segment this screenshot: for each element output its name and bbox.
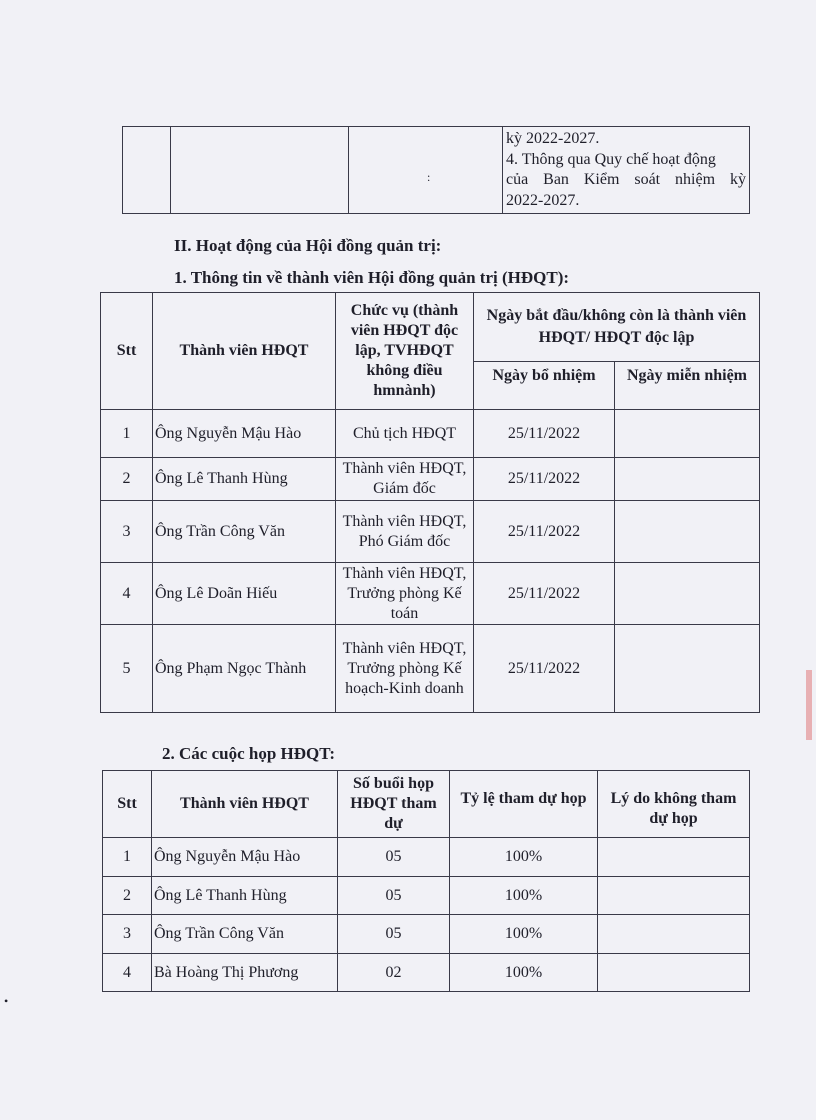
empty-cell (171, 127, 349, 214)
sessions-cell: 05 (338, 915, 450, 954)
rate-cell: 100% (450, 838, 598, 877)
stt-cell: 1 (103, 838, 152, 877)
appointed-date-cell: 25/11/2022 (474, 501, 615, 563)
stt-cell: 5 (101, 625, 153, 713)
appointed-date-cell: 25/11/2022 (474, 625, 615, 713)
header-stt: Stt (103, 771, 152, 838)
margin-stamp-mark (806, 670, 812, 740)
reason-cell (598, 915, 750, 954)
stt-cell: 1 (101, 410, 153, 458)
table-row (103, 838, 750, 877)
members-table (100, 292, 760, 713)
member-name-cell: Ông Nguyễn Mậu Hào (152, 838, 338, 877)
dismissed-date-cell (615, 458, 760, 501)
position-cell: Chủ tịch HĐQT (336, 410, 474, 458)
subsection-heading-members: 1. Thông tin về thành viên Hội đồng quản trị (HĐQT): (174, 268, 570, 287)
appointed-date-cell: 25/11/2022 (474, 458, 615, 501)
meetings-table (102, 770, 750, 992)
reason-cell (598, 877, 750, 915)
empty-cell: : (349, 127, 503, 214)
reason-cell (598, 838, 750, 877)
member-name-cell: Ông Trần Công Văn (152, 915, 338, 954)
table-row (101, 501, 760, 563)
stt-cell: 4 (101, 563, 153, 625)
position-cell: Thành viên HĐQT, Trưởng phòng Kế toán (336, 563, 474, 625)
subsection-heading-meetings: 2. Các cuộc họp HĐQT: (162, 744, 335, 763)
table-header-row (101, 293, 760, 362)
header-dismissed: Ngày miễn nhiệm (615, 362, 760, 410)
dismissed-date-cell (615, 410, 760, 458)
header-reason: Lý do không tham dự họp (598, 771, 750, 838)
reason-cell (598, 954, 750, 992)
sessions-cell: 02 (338, 954, 450, 992)
header-sessions: Số buổi họp HĐQT tham dự (338, 771, 450, 838)
table-row (123, 127, 750, 214)
rate-cell: 100% (450, 877, 598, 915)
top-continuation-table (122, 126, 750, 214)
table-row (103, 877, 750, 915)
text-line: 4. Thông qua Quy chế hoạt động (506, 150, 716, 168)
table-row (101, 458, 760, 501)
sessions-cell: 05 (338, 877, 450, 915)
position-cell: Thành viên HĐQT, Phó Giám đốc (336, 501, 474, 563)
stt-cell: 2 (101, 458, 153, 501)
dismissed-date-cell (615, 625, 760, 713)
position-cell: Thành viên HĐQT, Giám đốc (336, 458, 474, 501)
dismissed-date-cell (615, 501, 760, 563)
table-row (103, 954, 750, 992)
header-date-group: Ngày bắt đầu/không còn là thành viên HĐQT/ HĐQT độc lập (474, 293, 760, 362)
empty-cell (123, 127, 171, 214)
table-row (101, 563, 760, 625)
section-heading: II. Hoạt động của Hội đồng quản trị: (174, 236, 442, 255)
stt-cell: 4 (103, 954, 152, 992)
stt-cell: 3 (103, 915, 152, 954)
stt-cell: 2 (103, 877, 152, 915)
table-row (103, 915, 750, 954)
text-line: của Ban Kiểm soát nhiệm kỳ (506, 171, 746, 188)
member-name-cell: Ông Lê Thanh Hùng (152, 877, 338, 915)
table-row (101, 625, 760, 713)
member-name-cell: Ông Lê Doãn Hiếu (153, 563, 336, 625)
table-header-row (103, 771, 750, 838)
appointed-date-cell: 25/11/2022 (474, 410, 615, 458)
position-cell: Thành viên HĐQT, Trưởng phòng Kế hoạch-Kinh doanh (336, 625, 474, 713)
resolution-text-cell (503, 127, 750, 214)
text-line: kỳ 2022-2027. (506, 130, 600, 147)
scan-speck: • (4, 994, 9, 1008)
appointed-date-cell: 25/11/2022 (474, 563, 615, 625)
member-name-cell: Ông Phạm Ngọc Thành (153, 625, 336, 713)
rate-cell: 100% (450, 915, 598, 954)
rate-cell: 100% (450, 954, 598, 992)
stt-cell: 3 (101, 501, 153, 563)
header-member: Thành viên HĐQT (153, 293, 336, 410)
text-line: 2022-2027. (506, 191, 580, 209)
header-stt: Stt (101, 293, 153, 410)
member-name-cell: Bà Hoàng Thị Phương (152, 954, 338, 992)
header-appointed: Ngày bổ nhiệm (474, 362, 615, 410)
dismissed-date-cell (615, 563, 760, 625)
header-rate: Tỷ lệ tham dự họp (450, 771, 598, 838)
table-row (101, 410, 760, 458)
member-name-cell: Ông Nguyễn Mậu Hào (153, 410, 336, 458)
member-name-cell: Ông Lê Thanh Hùng (153, 458, 336, 501)
header-position: Chức vụ (thành viên HĐQT độc lập, TVHĐQT không điều hmnành) (336, 293, 474, 410)
member-name-cell: Ông Trần Công Văn (153, 501, 336, 563)
sessions-cell: 05 (338, 838, 450, 877)
header-member: Thành viên HĐQT (152, 771, 338, 838)
